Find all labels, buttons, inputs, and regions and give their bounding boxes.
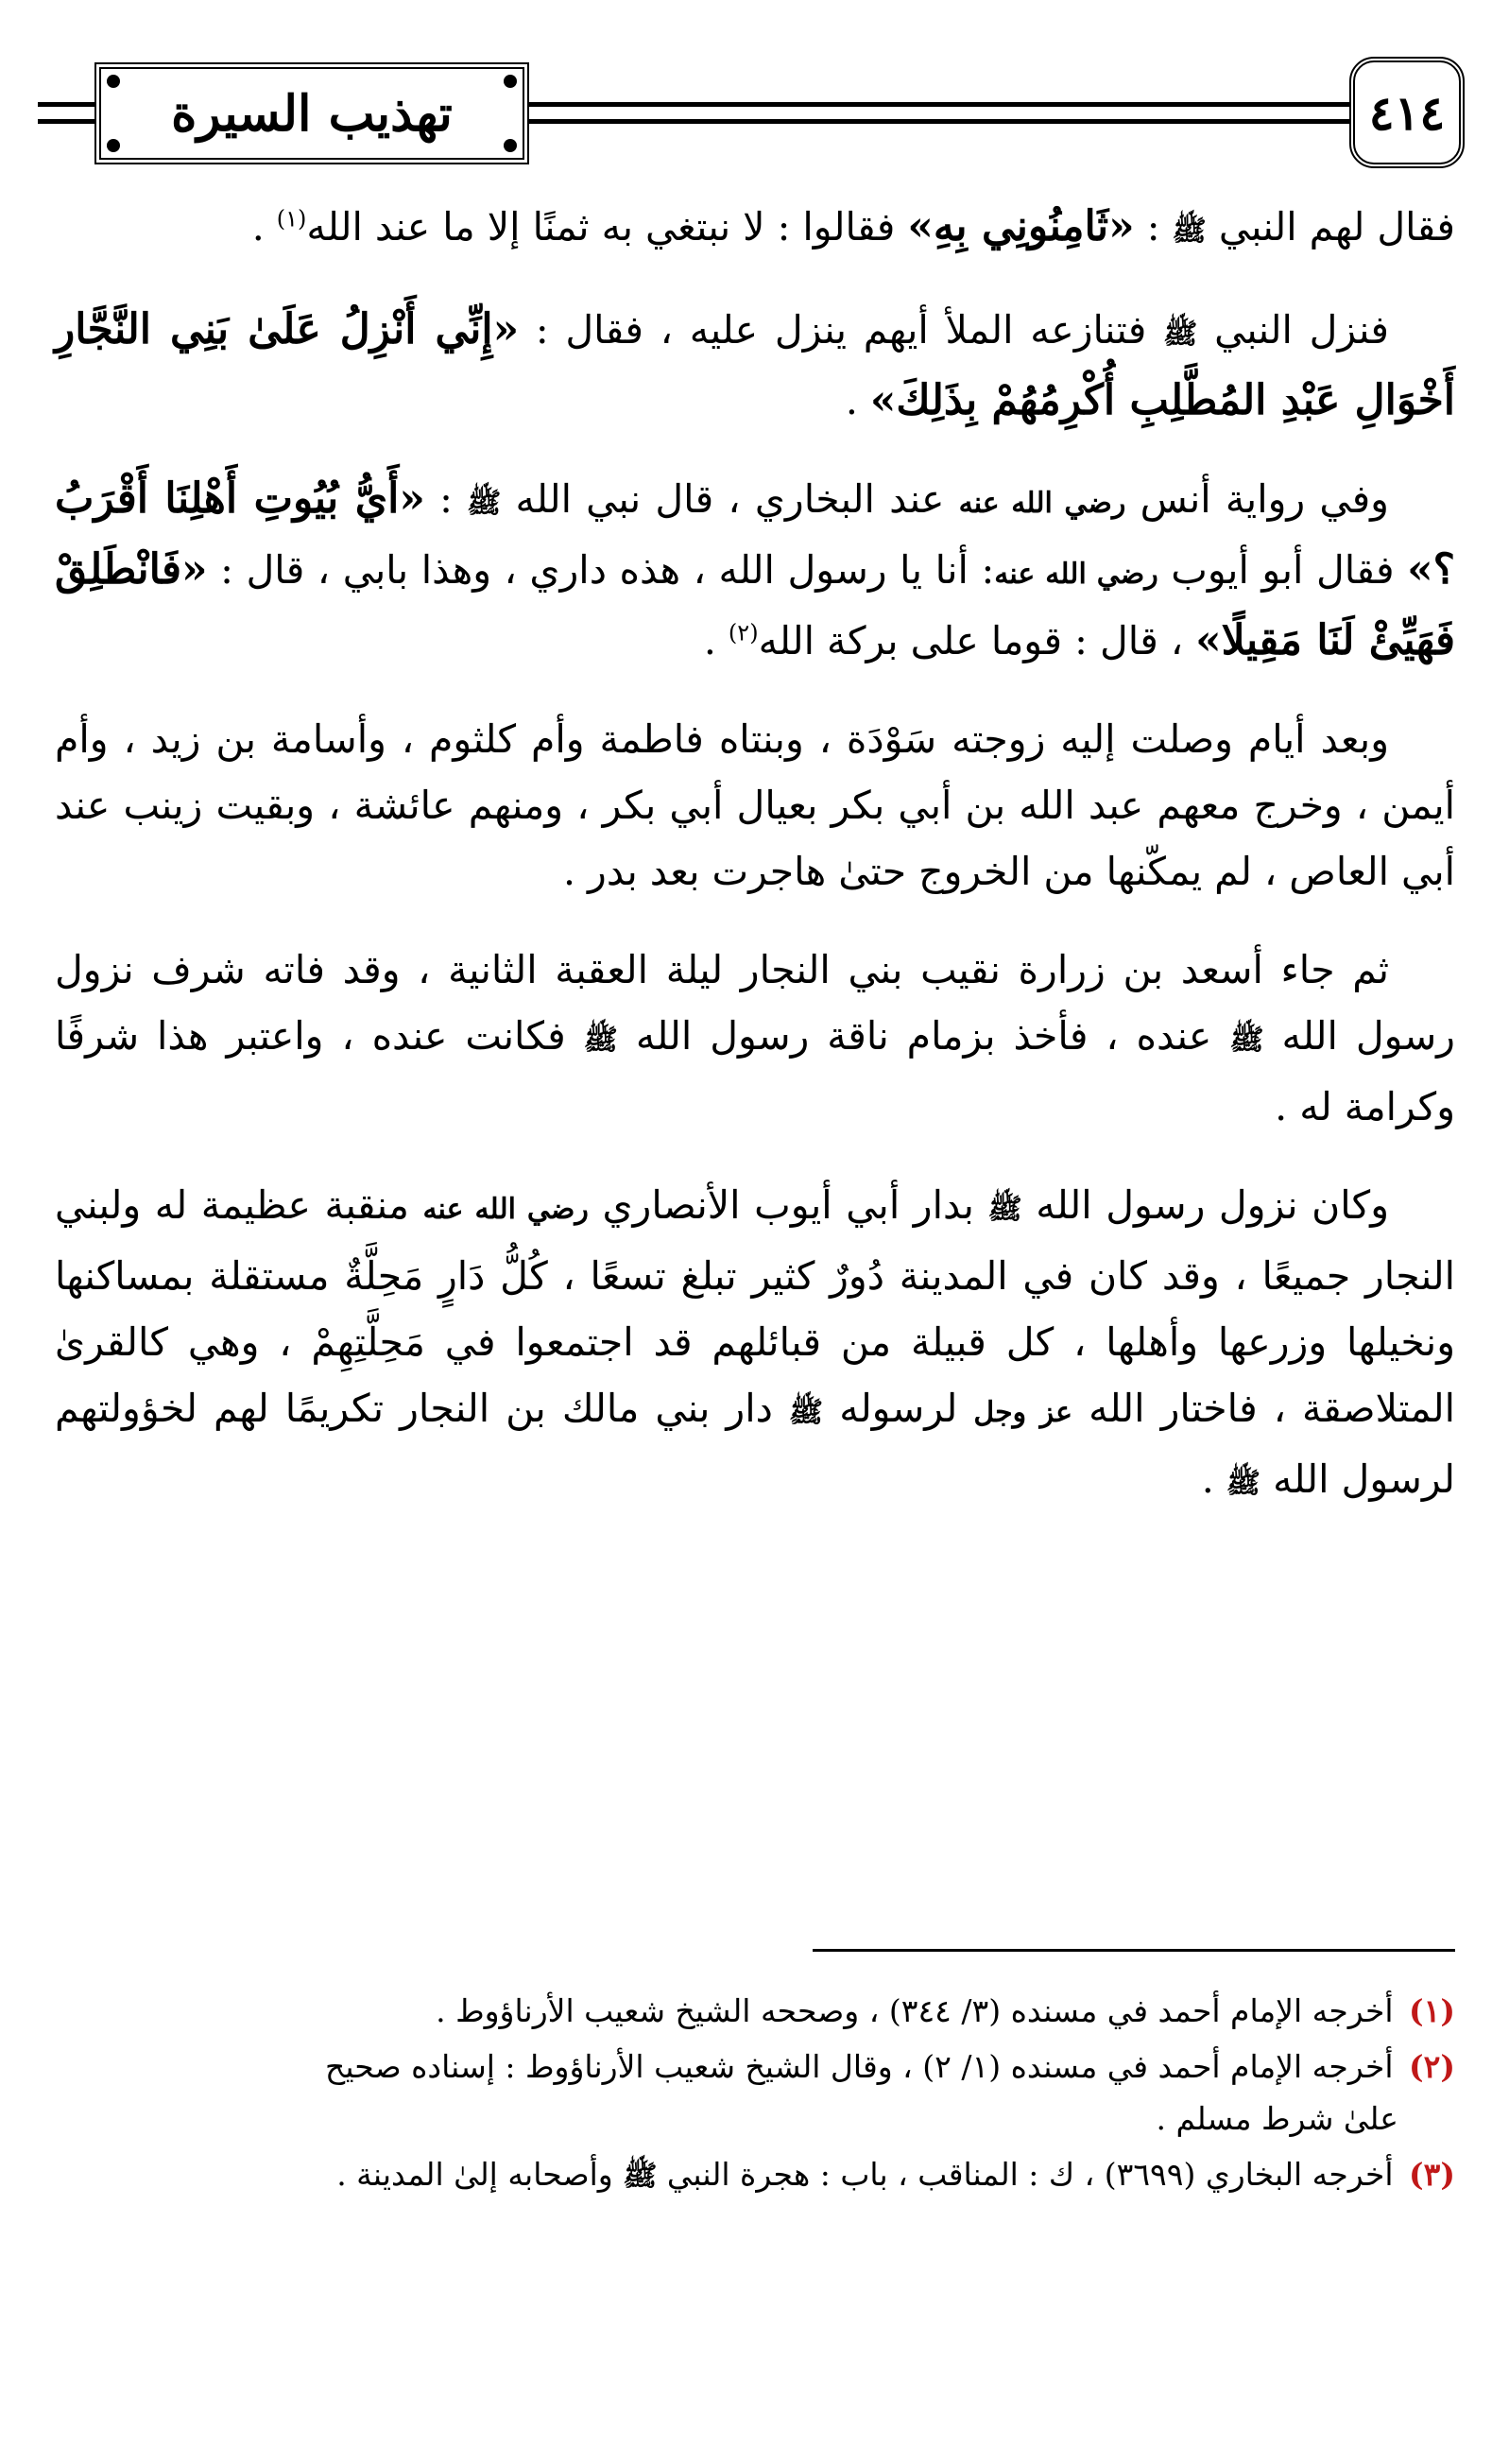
footnote-ref[interactable]: (٢)	[728, 619, 759, 646]
honorific-glyph: ﷺ	[623, 2160, 658, 2193]
main-text	[55, 194, 1455, 1549]
paragraph-1	[55, 194, 1455, 265]
ornament-dot	[504, 139, 517, 152]
text-run: ، قال : قوما على بركة الله	[758, 618, 1196, 663]
honorific-glyph: ﷺ	[467, 487, 502, 520]
honorific-glyph: ﷺ	[1226, 1467, 1261, 1500]
footnote-separator	[813, 1949, 1455, 1952]
text-run: .	[845, 378, 870, 423]
honorific-glyph: ﷺ	[1163, 318, 1198, 351]
honorific-glyph: رضي الله عنه	[994, 558, 1158, 591]
honorific-glyph: ﷺ	[1172, 215, 1207, 248]
footnote-text-tail: وأصحابه إلىٰ المدينة .	[336, 2156, 624, 2193]
text-run: منقبة عظيمة له ولبني النجار جميعًا ، وقد كان في المدينة دُورٌ كثير تبلغ تسعًا ، كُلُّ دَارٍ مَحِلَّةٌ مستقلة بمساكنها ونخيلها وزرعها وأهلها ، كل قبيلة من قبائلهم قد اجتمعوا في مَحِلَّتِهِمْ ، وهي كالقرىٰ المتلاصقة ، فاختار الله	[55, 1182, 1456, 1431]
text-run: فنزل النبي	[1197, 307, 1389, 353]
text-run: لرسوله	[823, 1386, 974, 1431]
hadith-quote: «إِنِّي أَنْزِلُ عَلَىٰ بَنِي النَّجَّارِ أَخْوَالِ عَبْدِ المُطَّلِبِ أُكْرِمُهُمْ بِذَلِكَ»	[55, 305, 1455, 424]
page-header	[38, 40, 1465, 181]
footnote-number: (١)	[1409, 1992, 1455, 2029]
book-title-frame	[94, 62, 529, 164]
text-run: :	[1134, 204, 1173, 250]
text-run: دار بني مالك بن النجار تكريمًا لهم لخؤولتهم لرسول الله	[55, 1386, 1455, 1502]
footnote-number: (٢)	[1409, 2048, 1455, 2085]
footnotes	[55, 1985, 1455, 2206]
footnote-3	[55, 2148, 1455, 2202]
paragraph-6	[55, 1172, 1455, 1517]
honorific-glyph: ﷺ	[788, 1396, 824, 1429]
hadith-quote: «أَيُّ بُيُوتِ أَهْلِنَا أَقْرَبُ ؟»	[55, 474, 1455, 594]
paragraph-5	[55, 937, 1455, 1140]
honorific-glyph: ﷺ	[987, 1193, 1022, 1226]
text-run: .	[703, 618, 729, 663]
text-run: عنده ، فأخذ بزمام ناقة رسول الله	[617, 1013, 1230, 1059]
ornament-dot	[107, 139, 120, 152]
footnote-text: أخرجه الإمام أحمد في مسنده (١/ ٢) ، وقال الشيخ شعيب الأرناؤوط : إسناده صحيح	[325, 2048, 1404, 2085]
footnote-text-continued: علىٰ شرط مسلم .	[1156, 2100, 1398, 2137]
footnote-text: أخرجه البخاري (٣٦٩٩) ، ك : المناقب ، باب : هجرة النبي	[657, 2156, 1404, 2193]
paragraph-4: وبعد أيام وصلت إليه زوجته سَوْدَة ، وبنتاه فاطمة وأم كلثوم ، وأسامة بن زيد ، وأم أيمن ، وخرج معهم عبد الله بن أبي بكر بعيال أبي بكر ، ومنهم عائشة ، وبقيت زينب عند أبي العاص ، لم يمكّنها من الخروج حتىٰ هاجرت بعد بدر .	[55, 716, 1455, 894]
hadith-quote: «ثَامِنُونِي بِهِ»	[907, 202, 1135, 250]
text-run: وكان نزول رسول الله	[1021, 1182, 1390, 1228]
honorific-glyph: عز وجل	[973, 1396, 1073, 1429]
honorific-glyph: رضي الله عنه	[422, 1193, 589, 1226]
page-number: ٤١٤	[1349, 57, 1465, 168]
footnote-1	[55, 1985, 1455, 2037]
hadith-quote: «فَانْطَلِقْ فَهَيِّئْ لَنَا مَقِيلًا»	[55, 545, 1455, 664]
text-run: .	[251, 204, 277, 250]
ornament-dot	[107, 75, 120, 88]
honorific-glyph: ﷺ	[1229, 1024, 1264, 1057]
text-run: فتنازعه الملأ أيهم ينزل عليه ، فقال :	[519, 307, 1164, 353]
text-run: بدار أبي أيوب الأنصاري	[588, 1182, 988, 1228]
text-run: وفي رواية أنس	[1125, 476, 1389, 522]
text-run: :	[424, 476, 468, 522]
ornament-dot	[504, 75, 517, 88]
footnote-text: أخرجه الإمام أحمد في مسنده (٣/ ٣٤٤) ، وصححه الشيخ شعيب الأرناؤوط .	[436, 1992, 1404, 2029]
text-run: فقال أبو أيوب	[1157, 547, 1408, 593]
text-run: فقال لهم النبي	[1206, 204, 1455, 250]
text-run: عند البخاري ، قال نبي الله	[501, 476, 959, 522]
book-title: تهذيب السيرة	[171, 84, 453, 143]
footnote-ref[interactable]: (١)	[276, 205, 307, 233]
honorific-glyph: ﷺ	[583, 1024, 618, 1057]
honorific-glyph: رضي الله عنه	[958, 487, 1126, 520]
footnote-number: (٣)	[1409, 2156, 1455, 2193]
text-run: .	[1201, 1456, 1226, 1502]
text-run: : أنا يا رسول الله ، هذه داري ، وهذا بابي ، قال :	[207, 547, 995, 593]
text-run: ثم جاء أسعد بن زرارة نقيب بني النجار ليلة العقبة الثانية ، وقد فاته شرف نزول رسول الله	[55, 947, 1455, 1059]
paragraph-3	[55, 466, 1455, 674]
text-run: فقالوا : لا نبتغي به ثمنًا إلا ما عند الله	[306, 204, 908, 250]
footnote-2	[55, 2041, 1455, 2145]
paragraph-2	[55, 297, 1455, 434]
text-run: فكانت عنده ، واعتبر هذا شرفًا وكرامة له .	[55, 1013, 1455, 1129]
